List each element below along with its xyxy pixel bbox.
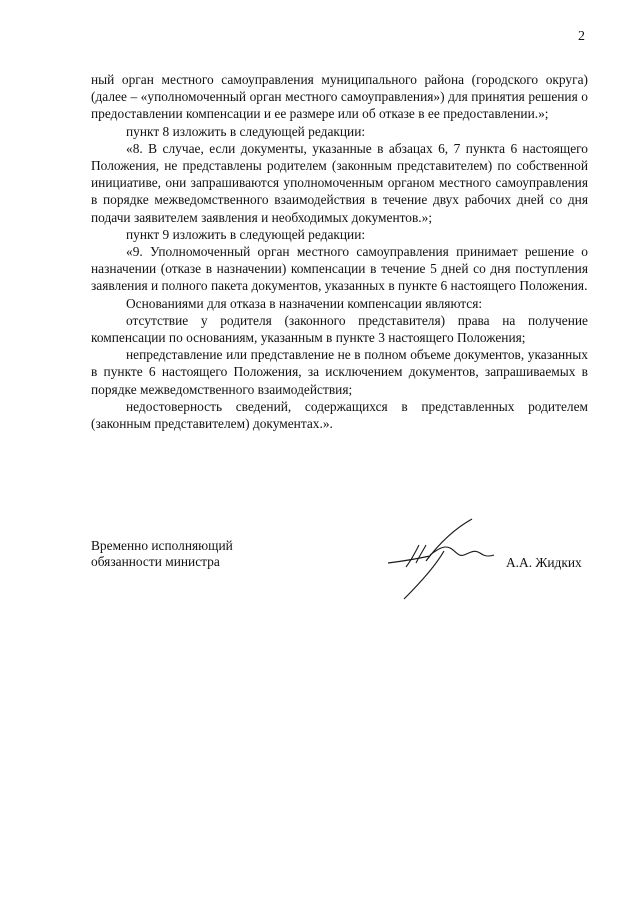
paragraph-item-8-intro: пункт 8 изложить в следующей редакции: [126,123,366,139]
signer-title [91,538,233,570]
paragraph-item-8-text: «8. В случае, если документы, указанные в абзацах 6, 7 пункта 6 настоящего Положения, не представлены родителем (законным представителем) по собственной инициативе, они запрашиваются уполномоченным органом местного самоуправления в порядке межведомственного взаимодействия в течение двух рабочих дней со дня подачи заявителем заявления и необходимых документов.»; [91,140,588,225]
handwritten-signature [386,515,496,601]
signer-title-line-2: обязанности министра [91,554,220,569]
paragraph-item-9-intro: пункт 9 изложить в следующей редакции: [126,226,366,242]
page-number: 2 [578,29,585,44]
paragraph-ground-2: непредставление или представление не в полном объеме документов, указанных в пункте 6 настоящего Положения, за исключением документов, запрашиваемых в порядке межведомственного взаимодействия; [91,347,588,397]
signer-name: А.А. Жидких [506,555,582,570]
paragraph-continuation: ный орган местного самоуправления муниципального района (городского округа) (далее – «уполномоченный орган местного самоуправления») для принятия решения о предоставлении компенсации и ее размере или об отказе в ее предоставлении.»; [91,72,588,122]
paragraph-ground-3: недостоверность сведений, содержащихся в представленных родителем (законным представителем) документах.». [91,398,588,432]
signer-title-line-1: Временно исполняющий [91,538,233,553]
paragraph-refusal-grounds: Основаниями для отказа в назначении компенсации являются: [126,295,483,311]
paragraph-ground-1: отсутствие у родителя (законного представителя) права на получение компенсации по основаниям, указанным в пункте 3 настоящего Положения; [91,312,588,346]
document-body [91,71,588,432]
paragraph-item-9-text: «9. Уполномоченный орган местного самоуправления принимает решение о назначении (отказе в назначении) компенсации в течение 5 дней со дня поступления заявления и полного пакета документов, указанных в пункте 6 настоящего Положения. [91,244,588,294]
